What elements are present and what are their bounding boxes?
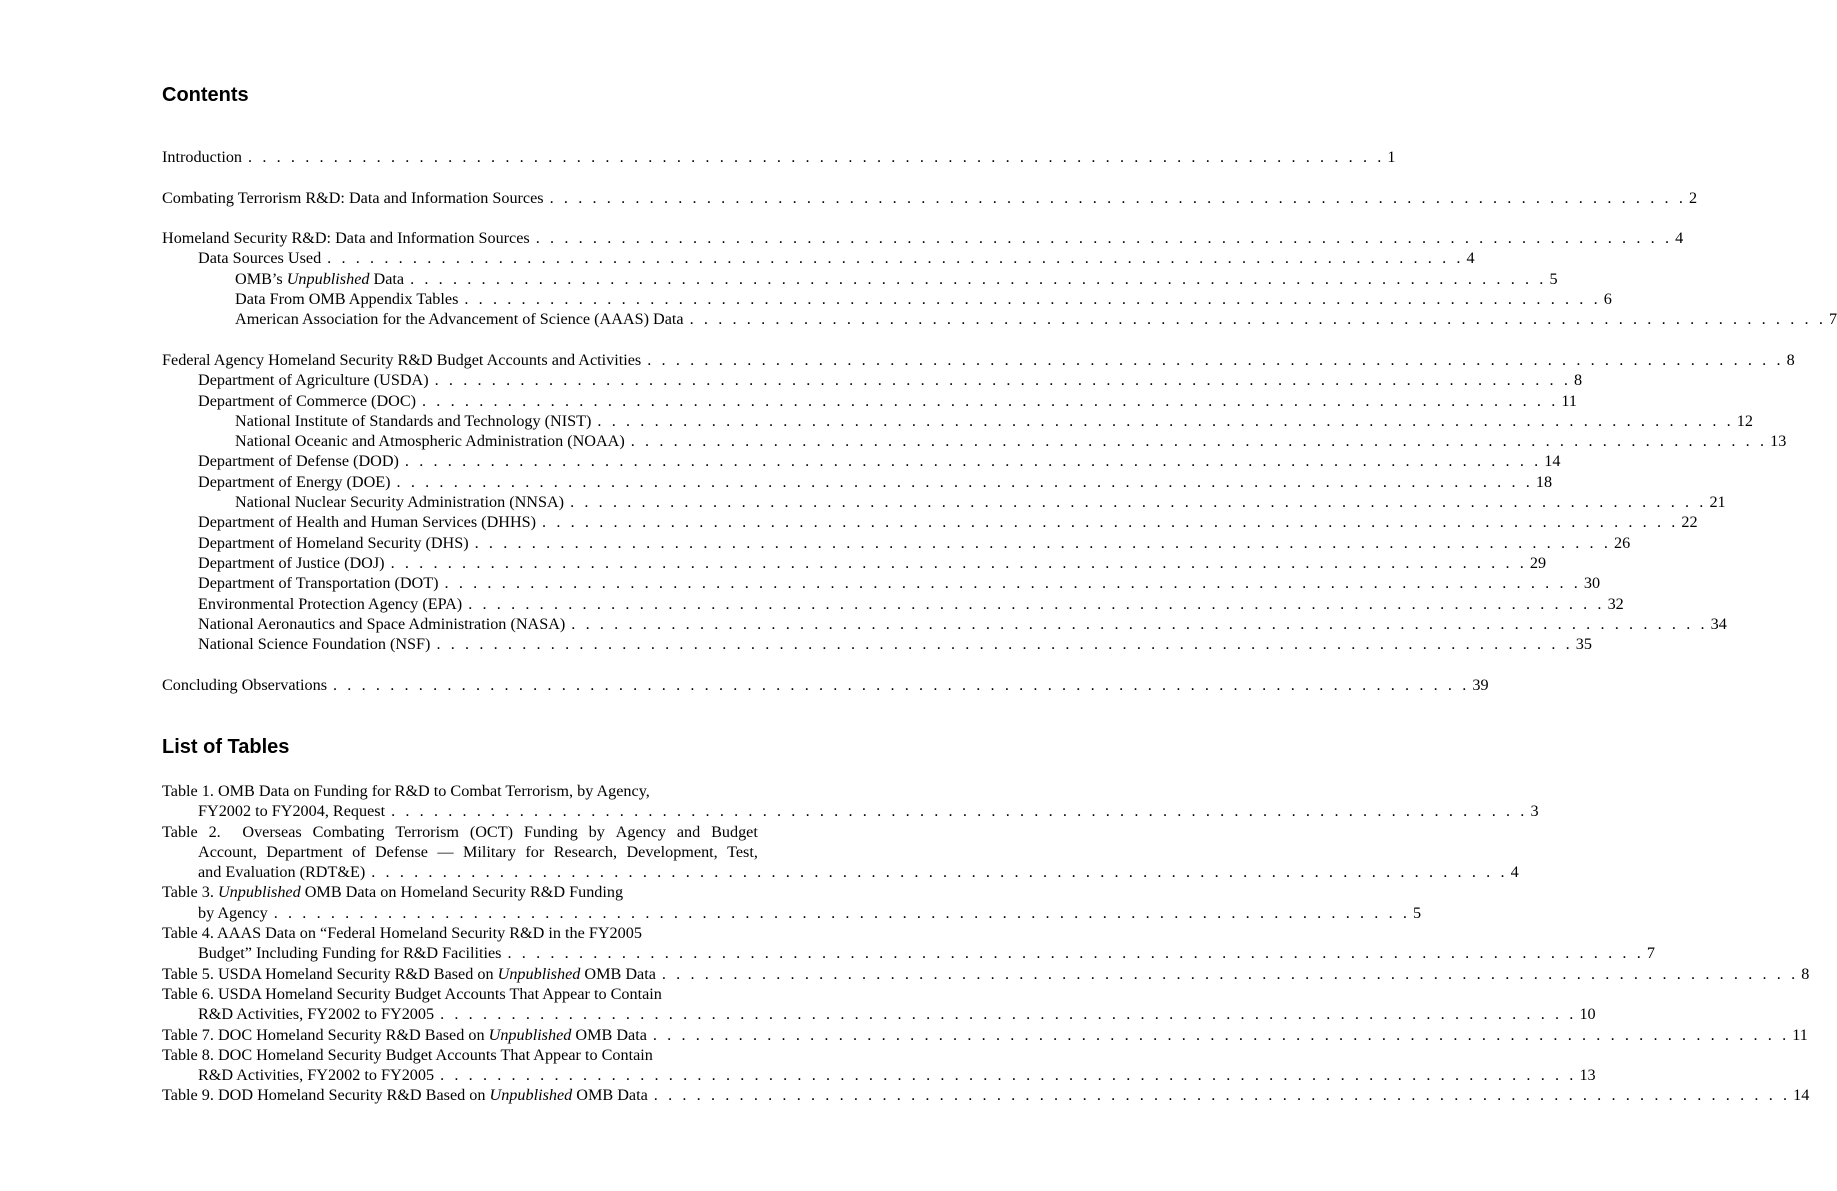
toc-entry[interactable] — [162, 147, 1396, 167]
toc-entry[interactable] — [162, 391, 1577, 411]
toc-entry[interactable] — [162, 533, 1631, 553]
dot-leader: . . . . . . . . . . . . . . . . . . . . . . . . . . . . . . . . . . . . . . . . . . . . . . . . . . . . . . . . . . . . . . . . . . . . . . . . . . . . . . . . — [689, 310, 1826, 329]
toc-entry-label: National Aeronautics and Space Administration (NASA) — [198, 614, 566, 633]
dot-leader: . . . . . . . . . . . . . . . . . . . . . . . . . . . . . . . . . . . . . . . . . . . . . . . . . . . . . . . . . . . . . . . . . . . . . . . . . . . . . . . . — [507, 944, 1644, 963]
table-entry-final-line[interactable] — [162, 1065, 1596, 1085]
table-entry-final-line-label: and Evaluation (RDT&E) — [198, 863, 366, 882]
page-number: 10 — [1579, 1005, 1596, 1024]
page-number: 30 — [1583, 574, 1601, 593]
toc-entry[interactable] — [162, 451, 1561, 471]
dot-leader: . . . . . . . . . . . . . . . . . . . . . . . . . . . . . . . . . . . . . . . . . . . . . . . . . . . . . . . . . . . . . . . . . . . . . . . . . . . . . . . . — [391, 802, 1528, 821]
dot-leader: . . . . . . . . . . . . . . . . . . . . . . . . . . . . . . . . . . . . . . . . . . . . . . . . . . . . . . . . . . . . . . . . . . . . . . . . . . . . . . . . — [273, 903, 1411, 922]
table-entry-final-line[interactable] — [162, 801, 1539, 821]
toc-entry-label: Homeland Security R&D: Data and Information Sources — [162, 229, 530, 248]
toc-entry[interactable] — [162, 472, 1553, 492]
table-entry[interactable] — [162, 923, 1655, 964]
table-entry[interactable] — [162, 822, 1519, 883]
table-entry[interactable] — [162, 882, 1422, 923]
toc-entry-label: Department of Health and Human Services (DHHS) — [198, 513, 537, 532]
page-number: 14 — [1544, 452, 1561, 471]
table-entry-final-line-label: FY2002 to FY2004, Request — [198, 802, 386, 821]
dot-leader: . . . . . . . . . . . . . . . . . . . . . . . . . . . . . . . . . . . . . . . . . . . . . . . . . . . . . . . . . . . . . . . . . . . . . . . . . . . . . . . . — [436, 635, 1573, 654]
page-number: 11 — [1792, 1025, 1808, 1044]
page-number: 3 — [1530, 802, 1539, 821]
dot-leader: . . . . . . . . . . . . . . . . . . . . . . . . . . . . . . . . . . . . . . . . . . . . . . . . . . . . . . . . . . . . . . . . . . . . . . . . . . . . . . . . — [647, 350, 1784, 369]
toc-entry-label: Introduction — [162, 148, 243, 166]
contents-heading: Contents — [162, 84, 249, 106]
page-number: 8 — [1573, 371, 1583, 390]
list-of-tables-heading: List of Tables — [162, 736, 290, 758]
dot-leader: . . . . . . . . . . . . . . . . . . . . . . . . . . . . . . . . . . . . . . . . . . . . . . . . . . . . . . . . . . . . . . . . . . . . . . . . . . . . . . . . — [597, 411, 1734, 430]
toc-entry-label: Data From OMB Appendix Tables — [235, 290, 459, 309]
list-of-tables — [162, 781, 1810, 1106]
table-entry[interactable] — [162, 781, 1539, 822]
table-entry-final-line-label: R&D Activities, FY2002 to FY2005 — [198, 1005, 435, 1024]
toc-entry-label: Department of Transportation (DOT) — [198, 574, 439, 593]
toc-entry[interactable] — [162, 614, 1727, 634]
table-entry-final-line-label: Table 7. DOC Homeland Security R&D Based on Unpublished OMB Data — [162, 1025, 647, 1044]
page-number: 34 — [1710, 614, 1727, 633]
table-entry-final-line-label: Budget” Including Funding for R&D Facilities — [198, 944, 502, 963]
toc-entry-label: National Institute of Standards and Technology (NIST) — [235, 411, 592, 430]
toc-entry-label: Environmental Protection Agency (EPA) — [198, 594, 463, 613]
dot-leader: . . . . . . . . . . . . . . . . . . . . . . . . . . . . . . . . . . . . . . . . . . . . . . . . . . . . . . . . . . . . . . . . . . . . . . . . . . . . . . . . — [434, 371, 1571, 390]
toc-entry-label: National Nuclear Security Administration (NNSA) — [235, 493, 565, 512]
page-number: 22 — [1681, 513, 1698, 532]
dot-leader: . . . . . . . . . . . . . . . . . . . . . . . . . . . . . . . . . . . . . . . . . . . . . . . . . . . . . . . . . . . . . . . . . . . . . . . . . . . . . . . . — [440, 1066, 1577, 1085]
table-entry-final-line-label: Table 9. DOD Homeland Security R&D Based on Unpublished OMB Data — [162, 1086, 648, 1105]
table-entry-line: Table 2. Overseas Combating Terrorism (OCT) Funding by Agency and Budget — [162, 822, 758, 841]
table-entry[interactable] — [162, 984, 1596, 1025]
dot-leader: . . . . . . . . . . . . . . . . . . . . . . . . . . . . . . . . . . . . . . . . . . . . . . . . . . . . . . . . . . . . . . . . . . . . . . . . . . . . . . . . — [549, 188, 1686, 207]
table-entry-line: Account, Department of Defense — Military for Research, Development, Test, — [198, 842, 758, 861]
page-number: 4 — [1510, 863, 1519, 882]
toc-entry-label: Combating Terrorism R&D: Data and Information Sources — [162, 188, 544, 207]
toc-entry[interactable] — [162, 188, 1698, 208]
page-number: 12 — [1736, 411, 1753, 430]
table-entry-final-line[interactable] — [162, 943, 1655, 963]
toc-entry-label: Department of Justice (DOJ) — [198, 553, 385, 572]
dot-leader: . . . . . . . . . . . . . . . . . . . . . . . . . . . . . . . . . . . . . . . . . . . . . . . . . . . . . . . . . . . . . . . . . . . . . . . . . . . . . . . . — [404, 452, 1542, 471]
toc-entry[interactable] — [162, 350, 1795, 370]
toc-entry[interactable] — [162, 573, 1601, 593]
dot-leader: . . . . . . . . . . . . . . . . . . . . . . . . . . . . . . . . . . . . . . . . . . . . . . . . . . . . . . . . . . . . . . . . . . . . . . . . . . . . . . . . — [444, 574, 1581, 593]
page-number: 6 — [1603, 290, 1612, 309]
table-entry-line: Table 4. AAAS Data on “Federal Homeland Security R&D in the FY2005 — [162, 924, 642, 943]
page-number: 2 — [1688, 188, 1698, 207]
dot-leader: . . . . . . . . . . . . . . . . . . . . . . . . . . . . . . . . . . . . . . . . . . . . . . . . . . . . . . . . . . . . . . . . . . . . . . . . . . . . . . . . — [371, 863, 1508, 882]
toc-entry[interactable] — [162, 269, 1558, 289]
page-number: 7 — [1828, 310, 1837, 329]
page-number: 5 — [1549, 269, 1558, 288]
toc-entry-label: OMB’s Unpublished Data — [235, 269, 405, 288]
page-number: 14 — [1793, 1086, 1810, 1105]
table-entry-final-line-label: by Agency — [198, 903, 268, 922]
toc-entry[interactable] — [162, 289, 1612, 309]
toc-entry[interactable] — [162, 248, 1475, 268]
toc-entry-label: Department of Defense (DOD) — [198, 452, 399, 471]
toc-entry[interactable] — [162, 594, 1624, 614]
dot-leader: . . . . . . . . . . . . . . . . . . . . . . . . . . . . . . . . . . . . . . . . . . . . . . . . . . . . . . . . . . . . . . . . . . . . . . . . . . . . . . . . — [570, 493, 1707, 512]
toc-entry[interactable] — [162, 370, 1583, 390]
toc-entry-label: Data Sources Used — [198, 249, 322, 268]
table-entry-final-line[interactable] — [162, 1085, 1810, 1105]
dot-leader: . . . . . . . . . . . . . . . . . . . . . . . . . . . . . . . . . . . . . . . . . . . . . . . . . . . . . . . . . . . . . . . . . . . . . . . . . . . . . . . . — [474, 533, 1611, 552]
dot-leader: . . . . . . . . . . . . . . . . . . . . . . . . . . . . . . . . . . . . . . . . . . . . . . . . . . . . . . . . . . . . . . . . . . . . . . . . . . . . . . . . — [327, 249, 1464, 268]
dot-leader: . . . . . . . . . . . . . . . . . . . . . . . . . . . . . . . . . . . . . . . . . . . . . . . . . . . . . . . . . . . . . . . . . . . . . . . . . . . . . . . . — [661, 964, 1799, 983]
toc-entry-label: Federal Agency Homeland Security R&D Budget Accounts and Activities — [162, 350, 642, 369]
page-number: 4 — [1675, 229, 1684, 248]
table-entry[interactable] — [162, 964, 1810, 984]
page-number: 13 — [1579, 1066, 1596, 1085]
page-number: 5 — [1413, 903, 1422, 922]
toc-entry[interactable] — [162, 228, 1684, 248]
toc-entry[interactable] — [162, 675, 1489, 695]
page-number: 39 — [1472, 675, 1489, 694]
table-entry-line: Table 8. DOC Homeland Security Budget Accounts That Appear to Contain — [162, 1045, 653, 1064]
page-number: 32 — [1607, 594, 1624, 613]
dot-leader: . . . . . . . . . . . . . . . . . . . . . . . . . . . . . . . . . . . . . . . . . . . . . . . . . . . . . . . . . . . . . . . . . . . . . . . . . . . . . . . . — [630, 432, 1768, 451]
toc-entry-label: American Association for the Advancement of Science (AAAS) Data — [235, 310, 684, 329]
dot-leader: . . . . . . . . . . . . . . . . . . . . . . . . . . . . . . . . . . . . . . . . . . . . . . . . . . . . . . . . . . . . . . . . . . . . . . . . . . . . . . . . — [468, 594, 1605, 613]
page-number: 4 — [1466, 249, 1475, 268]
toc-entry-label: Department of Commerce (DOC) — [198, 391, 417, 410]
dot-leader: . . . . . . . . . . . . . . . . . . . . . . . . . . . . . . . . . . . . . . . . . . . . . . . . . . . . . . . . . . . . . . . . . . . . . . . . . . . . . . . . — [653, 1086, 1791, 1105]
table-entry[interactable] — [162, 1085, 1810, 1105]
toc-entry-label: Department of Agriculture (USDA) — [198, 371, 429, 390]
toc-entry[interactable] — [162, 634, 1592, 654]
toc-entry[interactable] — [162, 309, 1837, 329]
table-entry-final-line-label: R&D Activities, FY2002 to FY2005 — [198, 1066, 435, 1085]
page-number: 18 — [1535, 472, 1553, 491]
table-entry[interactable] — [162, 1045, 1596, 1086]
toc-entry-label: Department of Homeland Security (DHS) — [198, 533, 469, 552]
table-of-contents — [162, 147, 1837, 695]
toc-entry-label: Department of Energy (DOE) — [198, 472, 391, 491]
dot-leader: . . . . . . . . . . . . . . . . . . . . . . . . . . . . . . . . . . . . . . . . . . . . . . . . . . . . . . . . . . . . . . . . . . . . . . . . . . . . . . . . — [410, 269, 1547, 288]
table-entry[interactable] — [162, 1025, 1808, 1045]
table-entry-final-line[interactable] — [162, 1004, 1596, 1024]
table-entry-final-line[interactable] — [162, 903, 1422, 923]
dot-leader: . . . . . . . . . . . . . . . . . . . . . . . . . . . . . . . . . . . . . . . . . . . . . . . . . . . . . . . . . . . . . . . . . . . . . . . . . . . . . . . . — [542, 513, 1679, 532]
table-entry-final-line-label: Table 5. USDA Homeland Security R&D Based on Unpublished OMB Data — [162, 964, 656, 983]
table-entry-final-line[interactable] — [162, 862, 1519, 882]
page-number: 13 — [1770, 432, 1787, 451]
page-number: 35 — [1575, 635, 1592, 654]
dot-leader: . . . . . . . . . . . . . . . . . . . . . . . . . . . . . . . . . . . . . . . . . . . . . . . . . . . . . . . . . . . . . . . . . . . . . . . . . . . . . . . . — [396, 472, 1533, 491]
dot-leader: . . . . . . . . . . . . . . . . . . . . . . . . . . . . . . . . . . . . . . . . . . . . . . . . . . . . . . . . . . . . . . . . . . . . . . . . . . . . . . . . — [440, 1005, 1577, 1024]
table-entry-final-line[interactable] — [162, 1025, 1808, 1045]
page-number: 7 — [1646, 944, 1655, 963]
dot-leader: . . . . . . . . . . . . . . . . . . . . . . . . . . . . . . . . . . . . . . . . . . . . . . . . . . . . . . . . . . . . . . . . . . . . . . . . . . . . . . . . — [464, 290, 1601, 309]
toc-entry[interactable] — [162, 553, 1547, 573]
page-number: 29 — [1529, 553, 1547, 572]
table-entry-line: Table 3. Unpublished OMB Data on Homeland Security R&D Funding — [162, 883, 624, 902]
dot-leader: . . . . . . . . . . . . . . . . . . . . . . . . . . . . . . . . . . . . . . . . . . . . . . . . . . . . . . . . . . . . . . . . . . . . . . . . . . . . . . . . — [652, 1025, 1790, 1044]
toc-entry[interactable] — [162, 411, 1753, 431]
toc-entry-label: National Science Foundation (NSF) — [198, 635, 431, 654]
table-entry-final-line[interactable] — [162, 964, 1810, 984]
toc-entry-label: Concluding Observations — [162, 675, 328, 694]
page-number: 1 — [1387, 148, 1396, 166]
toc-entry[interactable] — [162, 431, 1787, 451]
dot-leader: . . . . . . . . . . . . . . . . . . . . . . . . . . . . . . . . . . . . . . . . . . . . . . . . . . . . . . . . . . . . . . . . . . . . . . . . . . . . . . . . — [333, 675, 1470, 694]
page-number: 26 — [1613, 533, 1631, 552]
dot-leader: . . . . . . . . . . . . . . . . . . . . . . . . . . . . . . . . . . . . . . . . . . . . . . . . . . . . . . . . . . . . . . . . . . . . . . . . . . . . . . . . — [535, 229, 1673, 248]
toc-entry[interactable] — [162, 512, 1698, 532]
page-number: 8 — [1786, 350, 1795, 369]
table-entry-line: Table 1. OMB Data on Funding for R&D to Combat Terrorism, by Agency, — [162, 782, 650, 800]
page-number: 11 — [1561, 391, 1577, 410]
dot-leader: . . . . . . . . . . . . . . . . . . . . . . . . . . . . . . . . . . . . . . . . . . . . . . . . . . . . . . . . . . . . . . . . . . . . . . . . . . . . . . . . — [422, 391, 1559, 410]
toc-entry[interactable] — [162, 492, 1726, 512]
page-number: 8 — [1801, 964, 1810, 983]
dot-leader: . . . . . . . . . . . . . . . . . . . . . . . . . . . . . . . . . . . . . . . . . . . . . . . . . . . . . . . . . . . . . . . . . . . . . . . . . . . . . . . . — [390, 553, 1527, 572]
toc-entry-label: National Oceanic and Atmospheric Administration (NOAA) — [235, 432, 625, 451]
dot-leader: . . . . . . . . . . . . . . . . . . . . . . . . . . . . . . . . . . . . . . . . . . . . . . . . . . . . . . . . . . . . . . . . . . . . . . . . . . . . . . . . — [571, 614, 1708, 633]
table-entry-line: Table 6. USDA Homeland Security Budget Accounts That Appear to Contain — [162, 984, 662, 1003]
dot-leader: . . . . . . . . . . . . . . . . . . . . . . . . . . . . . . . . . . . . . . . . . . . . . . . . . . . . . . . . . . . . . . . . . . . . . . . . . . . . . . . . — [248, 148, 1385, 166]
page-number: 21 — [1709, 493, 1726, 512]
